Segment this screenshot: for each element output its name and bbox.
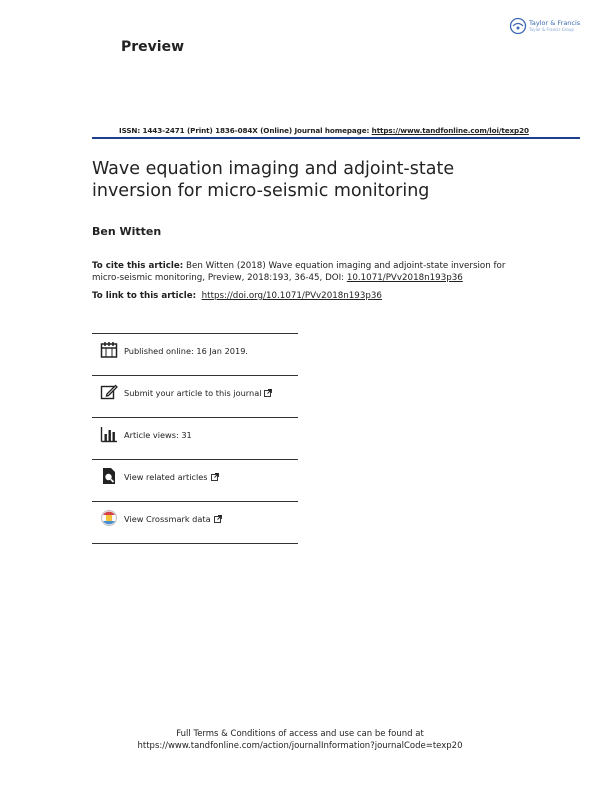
published-row bbox=[92, 333, 298, 375]
publisher-logo-icon bbox=[509, 17, 527, 35]
author-name: Ben Witten bbox=[92, 225, 162, 238]
article-views-label: Article views: 31 bbox=[124, 430, 192, 440]
related-articles-link[interactable] bbox=[124, 472, 219, 482]
crossmark-link[interactable] bbox=[124, 514, 222, 524]
edit-icon bbox=[100, 383, 118, 401]
bar-chart-icon bbox=[100, 425, 118, 443]
published-date-label: Published online: 16 Jan 2019. bbox=[124, 346, 249, 356]
terms-line: Full Terms & Conditions of access and use can be found at bbox=[176, 729, 424, 739]
document-search-icon bbox=[100, 467, 118, 485]
submit-article-text: Submit your article to this journal bbox=[124, 388, 262, 398]
article-link-url[interactable]: https://doi.org/10.1071/PVv2018n193p36 bbox=[201, 291, 382, 301]
publisher-logo-subtext: Taylor & Francis Group bbox=[529, 27, 574, 32]
related-articles-row[interactable] bbox=[92, 459, 298, 501]
submit-article-link[interactable] bbox=[124, 388, 272, 398]
article-views-row bbox=[92, 417, 298, 459]
issn-line bbox=[119, 126, 529, 135]
header-rule bbox=[92, 137, 580, 139]
issn-text: ISSN: 1443-2471 (Print) 1836-084X (Online) Journal homepage: bbox=[119, 126, 372, 135]
publisher-logo[interactable] bbox=[509, 17, 581, 39]
citation-text: Ben Witten (2018) Wave equation imaging and adjoint-state inversion for micro-seismic monitoring, Preview, 2018:193, 36-45, DOI: bbox=[92, 261, 506, 283]
related-articles-text: View related articles bbox=[124, 472, 208, 482]
crossmark-text: View Crossmark data bbox=[124, 514, 211, 524]
external-link-icon bbox=[211, 473, 219, 481]
journal-info-url[interactable]: https://www.tandfonline.com/action/journalInformation?journalCode=texp20 bbox=[137, 741, 463, 751]
crossmark-icon bbox=[100, 509, 118, 527]
article-link-line bbox=[92, 291, 382, 301]
article-info-list bbox=[92, 333, 298, 544]
article-title: Wave equation imaging and adjoint-state inversion for micro-seismic monitoring bbox=[92, 159, 455, 201]
journal-name: Preview bbox=[121, 39, 185, 55]
crossmark-row[interactable] bbox=[92, 501, 298, 544]
calendar-icon bbox=[100, 341, 118, 359]
publisher-logo-text: Taylor & Francis bbox=[529, 19, 581, 27]
article-link-label: To link to this article: bbox=[92, 291, 197, 301]
external-link-icon bbox=[264, 389, 272, 397]
external-link-icon bbox=[214, 515, 222, 523]
journal-homepage-link[interactable]: https://www.tandfonline.com/loi/texp20 bbox=[371, 126, 529, 135]
doi-link[interactable]: 10.1071/PVv2018n193p36 bbox=[346, 272, 463, 283]
terms-footer bbox=[0, 728, 600, 752]
citation-block bbox=[92, 261, 512, 284]
citation-label: To cite this article: bbox=[92, 261, 184, 271]
submit-article-row[interactable] bbox=[92, 375, 298, 417]
